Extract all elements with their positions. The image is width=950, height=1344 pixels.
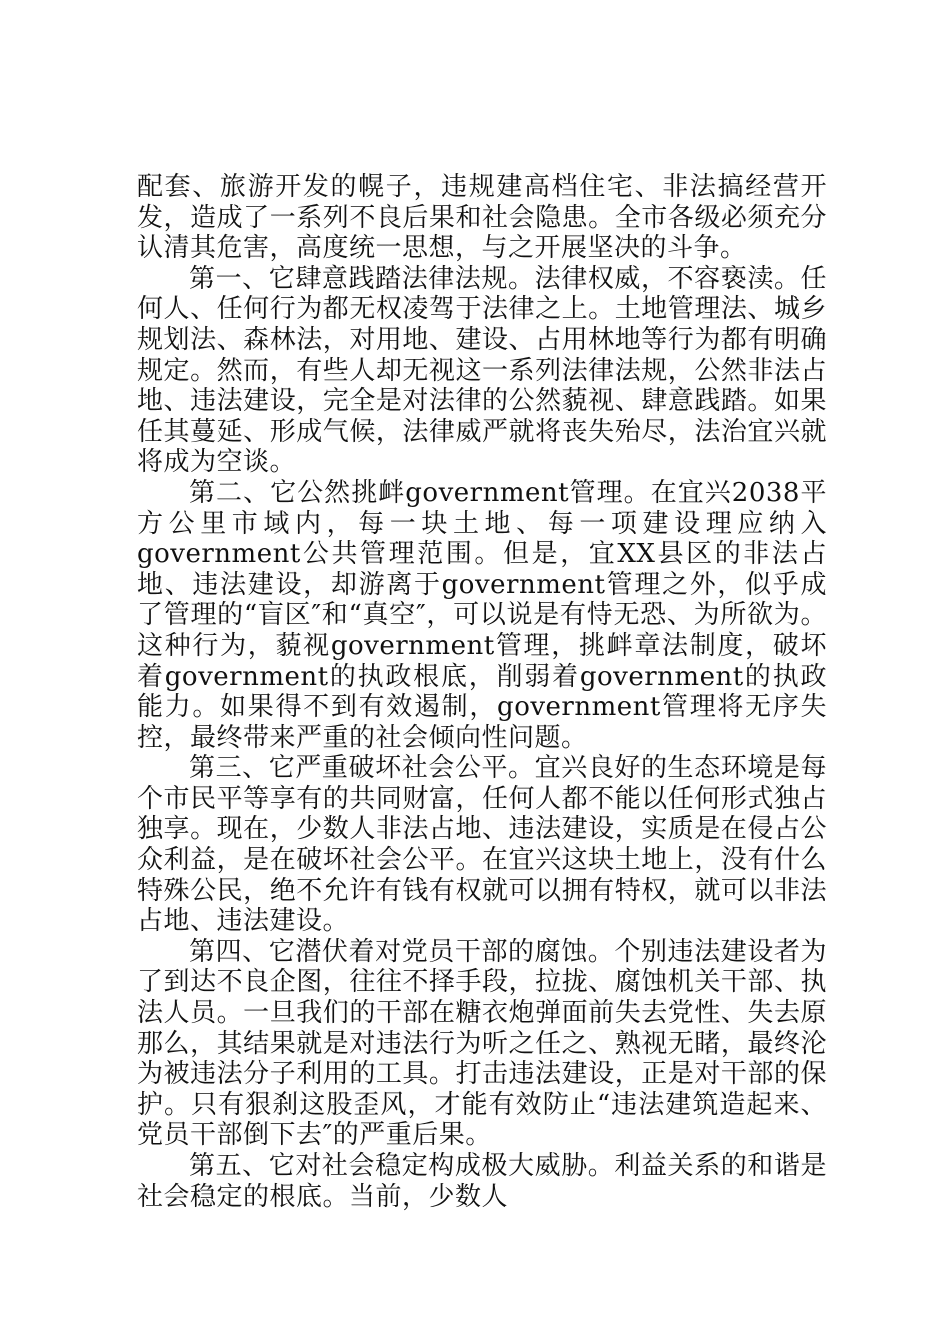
paragraph-point-two: 第二、它公然挑衅government管理。在宜兴2038平方公里市域内，每一块土地、每一项建设理应纳入government公共管理范围。但是，宜XX县区的非法占地、违法建设，却游离于government管理之外，似乎成了管理的“盲区″和“真空″，可以说是有恃无恐、为所欲为。这种行为，藐视government管理，挑衅章法制度，破坏着government的执政根底，削弱着government的执政能力。如果得不到有效遏制，government管理将无序失控，最终带来严重的社会倾向性问题。 bbox=[137, 477, 827, 753]
paragraph-point-five: 第五、它对社会稳定构成极大威胁。利益关系的和谐是社会稳定的根底。当前，少数人 bbox=[137, 1151, 827, 1212]
paragraph-point-three: 第三、它严重破坏社会公平。宜兴良好的生态环境是每个市民平等享有的共同财富，任何人都不能以任何形式独占独享。现在，少数人非法占地、违法建设，实质是在侵占公众利益，是在破坏社会公平。在宜兴这块土地上，没有什么特殊公民，绝不允许有钱有权就可以拥有特权，就可以非法占地、违法建设。 bbox=[137, 753, 827, 937]
paragraph-point-one: 第一、它肆意践踏法律法规。法律权威，不容亵渎。任何人、任何行为都无权凌驾于法律之上。土地管理法、城乡规划法、森林法，对用地、建设、占用林地等行为都有明确规定。然而，有些人却无视这一系列法律法规，公然非法占地、违法建设，完全是对法律的公然藐视、肆意践踏。如果任其蔓延、形成气候，法律威严就将丧失殆尽，法治宜兴就将成为空谈。 bbox=[137, 263, 827, 478]
paragraph-intro-continued: 配套、旅游开发的幌子，违规建高档住宅、非法搞经营开发，造成了一系列不良后果和社会隐患。全市各级必须充分认清其危害，高度统一思想，与之开展坚决的斗争。 bbox=[137, 172, 827, 264]
document-body bbox=[137, 172, 827, 1212]
paragraph-point-four: 第四、它潜伏着对党员干部的腐蚀。个别违法建设者为了到达不良企图，往往不择手段，拉拢、腐蚀机关干部、执法人员。一旦我们的干部在糖衣炮弹面前失去党性、失去原那么，其结果就是对违法行为听之任之、熟视无睹，最终沦为被违法分子利用的工具。打击违法建设，正是对干部的保护。只有狠刹这股歪风，才能有效防止“违法建筑造起来、党员干部倒下去″的严重后果。 bbox=[137, 936, 827, 1151]
